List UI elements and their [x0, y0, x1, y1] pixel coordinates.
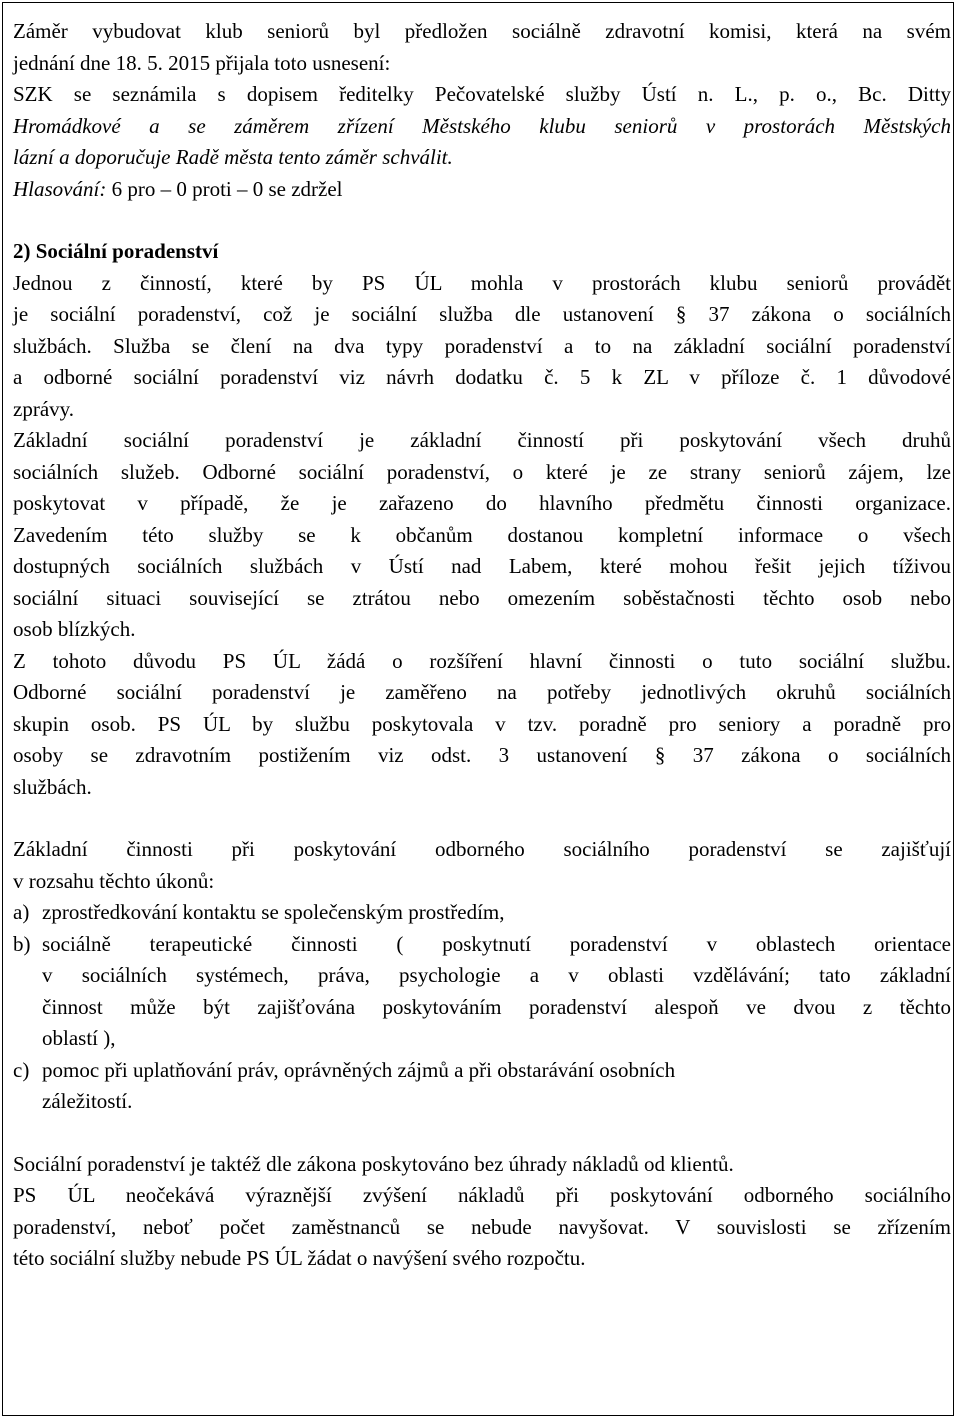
- list-item: [13, 1055, 951, 1087]
- list-item-text: zprostředkování kontaktu se společenským prostředím,: [42, 900, 505, 924]
- list-item-label: c): [13, 1057, 30, 1082]
- list-intro-line: Základní činnosti při poskytování odborného sociálního poradenství se zajišťují: [13, 837, 951, 861]
- list-item-line: oblastí ),: [42, 1026, 116, 1050]
- paragraph-line: službách. Služba se člení na dva typy poradenství a to na základní sociální poradenství: [13, 333, 951, 358]
- paragraph-line: je sociální poradenství, což je sociální služba dle ustanovení § 37 zákona o sociálních: [13, 302, 951, 326]
- paragraph-line: a odborné sociální poradenství viz návrh dodatku č. 5 k ZL v příloze č. 1 důvodové: [13, 365, 951, 389]
- list-item-line: činnost může být zajišťována poskytováním poradenství alespoň ve dvou z těchto: [42, 994, 951, 1019]
- resolution-line: lázní a doporučuje Radě města tento záměr schválit.: [13, 145, 453, 169]
- vote-line: [13, 174, 951, 206]
- resolution-line: SZK se seznámila s dopisem ředitelky Pečovatelské služby Ústí n. L., p. o., Bc. Ditty: [13, 82, 951, 106]
- list-item-label: b): [13, 931, 31, 956]
- paragraph-line: Odborné sociální poradenství je zaměřeno na potřeby jednotlivých okruhů sociálních: [13, 680, 951, 704]
- paragraph-line: dostupných sociálních službách v Ústí nad Labem, které mohou řešit jejich tíživou: [13, 554, 951, 578]
- section-heading: 2) Sociální poradenství: [13, 239, 219, 263]
- closing-line: poradenství, neboť počet zaměstnanců se nebude navyšovat. V souvislosti se zřízením: [13, 1214, 951, 1239]
- intro-line: jednání dne 18. 5. 2015 přijala toto usnesení:: [13, 50, 391, 75]
- paragraph-line: zprávy.: [13, 396, 75, 421]
- paragraph-line: službách.: [13, 774, 92, 799]
- list-item-line: v sociálních systémech, práva, psychologie a v oblasti vzdělávání; tato základní: [42, 963, 951, 987]
- paragraph-line: Jednou z činností, které by PS ÚL mohla v prostorách klubu seniorů provádět: [13, 270, 951, 295]
- list-item-line: záležitostí.: [42, 1089, 133, 1113]
- list-item-text: pomoc při uplatňování práv, oprávněných zájmů a při obstarávání osobních: [42, 1057, 676, 1082]
- document-content: [13, 16, 951, 1275]
- list-item: [13, 897, 951, 929]
- closing-line: Sociální poradenství je taktéž dle zákona poskytováno bez úhrady nákladů od klientů.: [13, 1151, 734, 1176]
- paragraph-line: Základní sociální poradenství je základní činností při poskytování všech druhů: [13, 428, 951, 452]
- closing-line: této sociální služby nebude PS ÚL žádat o navýšení svého rozpočtu.: [13, 1246, 586, 1270]
- paragraph-line: Zavedením této služby se k občanům dostanou kompletní informace o všech: [13, 522, 951, 547]
- paragraph-line: Z tohoto důvodu PS ÚL žádá o rozšíření hlavní činnosti o tuto sociální službu.: [13, 648, 951, 673]
- list-item: [13, 929, 951, 961]
- document-page: [2, 2, 954, 1416]
- vote-result: 6 pro – 0 proti – 0 se zdržel: [106, 176, 343, 201]
- list-item-text: sociálně terapeutické činnosti ( poskytnutí poradenství v oblastech orientace: [42, 931, 951, 956]
- list-intro-line: v rozsahu těchto úkonů:: [13, 868, 215, 893]
- intro-line: Záměr vybudovat klub seniorů byl předložen sociálně zdravotní komisi, která na svém: [13, 19, 951, 43]
- resolution-line: Hromádkové a se záměrem zřízení Městského klubu seniorů v prostorách Městských: [13, 113, 951, 138]
- paragraph-line: osoby se zdravotním postižením viz odst. 3 ustanovení § 37 zákona o sociálních: [13, 743, 951, 767]
- paragraph-line: sociálních služeb. Odborné sociální poradenství, o které je ze strany seniorů zájem, lze: [13, 459, 951, 484]
- paragraph-line: osob blízkých.: [13, 617, 136, 641]
- paragraph-line: skupin osob. PS ÚL by službu poskytovala v tzv. poradně pro seniory a poradně pro: [13, 711, 951, 736]
- closing-line: PS ÚL neočekává výraznější zvýšení nákladů při poskytování odborného sociálního: [13, 1183, 951, 1207]
- paragraph-line: poskytovat v případě, že je zařazeno do hlavního předmětu činnosti organizace.: [13, 491, 951, 515]
- vote-label: Hlasování:: [13, 176, 107, 201]
- paragraph-line: sociální situaci související se ztrátou nebo omezením soběstačnosti těchto osob nebo: [13, 585, 951, 610]
- list-item-label: a): [13, 900, 30, 924]
